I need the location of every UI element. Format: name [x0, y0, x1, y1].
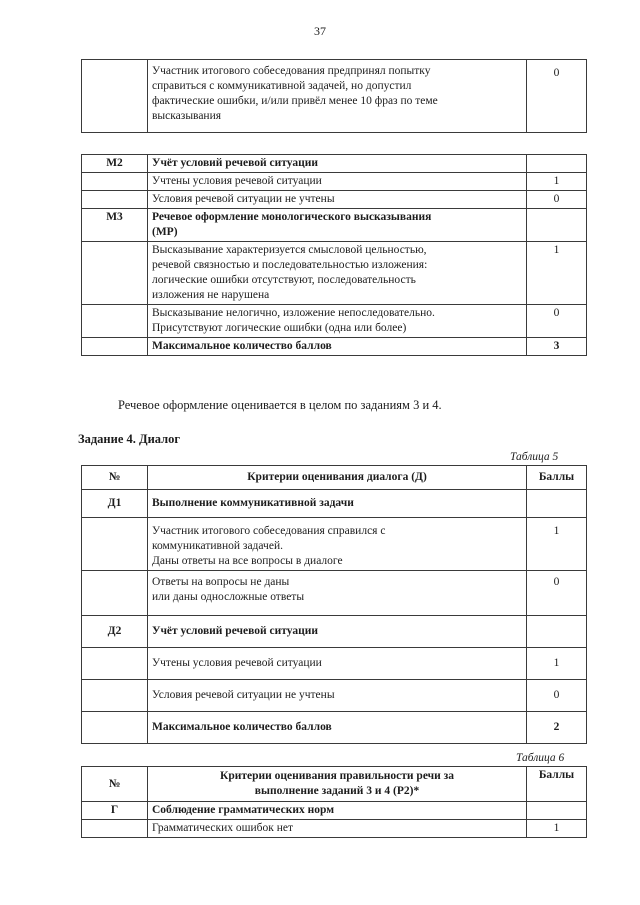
table-header-row: № Критерии оценивания правильности речи за выполнение заданий 3 и 4 (Р2)* Баллы — [82, 767, 587, 802]
continued-table — [81, 59, 587, 133]
table-row: Условия речевой ситуации не учтены 0 — [82, 680, 587, 712]
table-row: М2 Учёт условий речевой ситуации — [82, 155, 587, 173]
table-row: Ответы на вопросы не даны или даны односложные ответы 0 — [82, 571, 587, 616]
speech-correctness-table — [81, 766, 587, 838]
table-row: Учтены условия речевой ситуации 1 — [82, 173, 587, 191]
table-row-total: Максимальное количество баллов 2 — [82, 712, 587, 744]
note-text: Речевое оформление оценивается в целом по заданиям 3 и 4. — [118, 398, 442, 412]
table-row: Условия речевой ситуации не учтены 0 — [82, 191, 587, 209]
table-row: Грамматических ошибок нет 1 — [82, 820, 587, 838]
table-row: Г Соблюдение грамматических норм — [82, 802, 587, 820]
table-row: Д2 Учёт условий речевой ситуации — [82, 616, 587, 648]
criteria-table-m — [81, 154, 587, 356]
table-row: Д1 Выполнение коммуникативной задачи — [82, 490, 587, 518]
table-row: Учтены условия речевой ситуации 1 — [82, 648, 587, 680]
table-row: Высказывание характеризуется смысловой цельностью, речевой связностью и последовательностью изложения: логические ошибки отсутствуют, последовательность изложения не нарушена 1 — [82, 242, 587, 305]
dialog-criteria-table — [81, 465, 587, 744]
table-row: Высказывание нелогично, изложение непоследовательно. Присутствуют логические ошибки (одна или более) 0 — [82, 305, 587, 338]
table5-caption: Таблица 5 — [510, 451, 559, 463]
table-header-row: № Критерии оценивания диалога (Д) Баллы — [82, 466, 587, 490]
page-number: 37 — [314, 24, 326, 38]
table-row — [82, 60, 587, 133]
score-cell: 0 — [527, 60, 587, 133]
task4-heading: Задание 4. Диалог — [78, 432, 181, 446]
table-row: Участник итогового собеседования справился с коммуникативной задачей. Даны ответы на все вопросы в диалоге 1 — [82, 518, 587, 571]
table-row: М3 Речевое оформление монологического высказывания (МР) — [82, 209, 587, 242]
table6-caption: Таблица 6 — [516, 752, 565, 764]
criterion-cell: Участник итогового собеседования предпринял попытку справиться с коммуникативной задачей, но допустил фактические ошибки, и/или привёл менее 10 фраз по теме высказывания — [148, 60, 527, 133]
table-row-total: Максимальное количество баллов 3 — [82, 338, 587, 356]
